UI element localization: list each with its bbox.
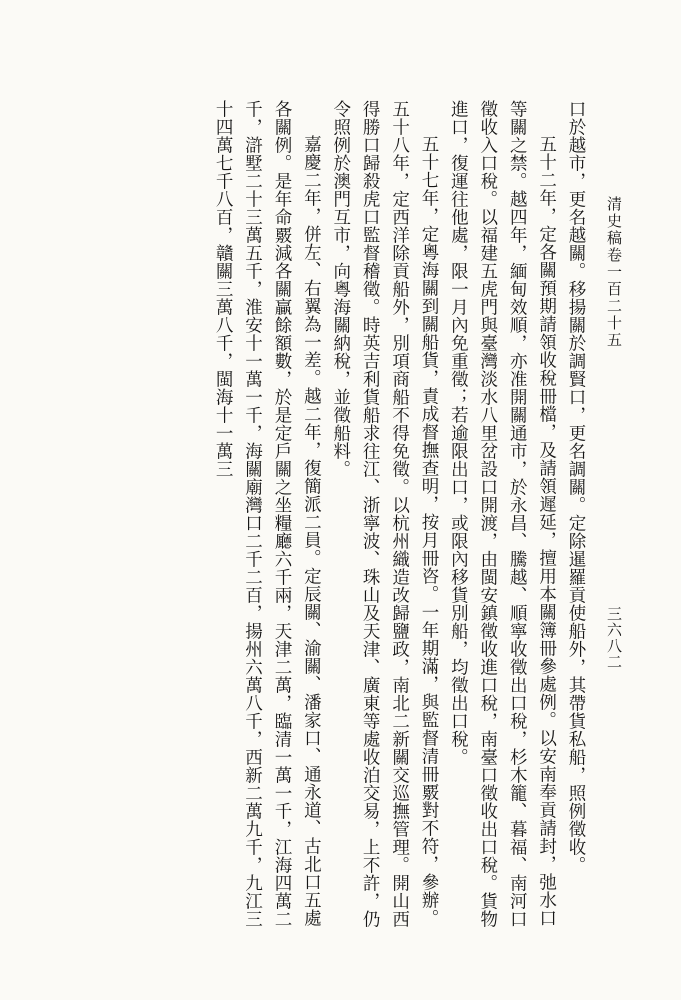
running-title: 清史稿卷一百二十五	[605, 196, 623, 349]
paragraph: 嘉慶二年，併左、右翼為一差。越二年，復簡派二員。定辰關、渝關、潘家口、通永道、古北口五處各關例。是年命覈減各關贏餘額數，於是定戶關之坐糧廳六千兩，天津二萬，臨清一萬一千，江海四萬二千，滸墅二十三萬五千，淮安十一萬一千，海關廟灣口二千二百，揚州六萬八千，西新二萬九千，九江三十四萬七千八百，贛關三萬八千，閩海十一萬三	[213, 100, 322, 928]
paragraph: 五十七年，定粵海關到關船貨，責成督撫查明，按月冊咨。一年期滿，與監督清冊覈對不符，參辦。五十八年，定西洋除貢船外，別項商船不得免徵。以杭州織造改歸鹽政，南北二新關交巡撫管理。開山西得勝口歸殺虎口監督稽徵。時英吉利貨船求往江、浙寧波、珠山及天津、廣東等處收泊交易，上不許，仍令照例於澳門互市，向粵海關納稅，並徵船料。	[330, 100, 439, 928]
paragraph: 口於越市，更名越關。移揚關於調賢口，更名調關。定除暹羅貢使船外，其帶貨私船，照例徵收。	[566, 100, 586, 874]
page-number: 三六八二	[605, 606, 623, 670]
main-text-block	[80, 100, 590, 930]
paragraph: 五十二年，定各關預期請領收稅冊檔，及請領遲延，擅用本關簿冊參處例。以安南奉貢請封，弛水口等關之禁。越四年，緬甸效順，亦准開關通市，於永昌、騰越、順寧收徵出口稅，杉木籠、暮福、南河口徵收入口稅。以福建五虎門與臺灣淡水八里岔設口開渡，由閩安鎮徵收進口稅，南臺口徵收出口稅。貨物進口，復運往他處，限一月內免重徵；若逾限出口，或限內移貨別船，均徵出口稅。	[448, 100, 557, 928]
